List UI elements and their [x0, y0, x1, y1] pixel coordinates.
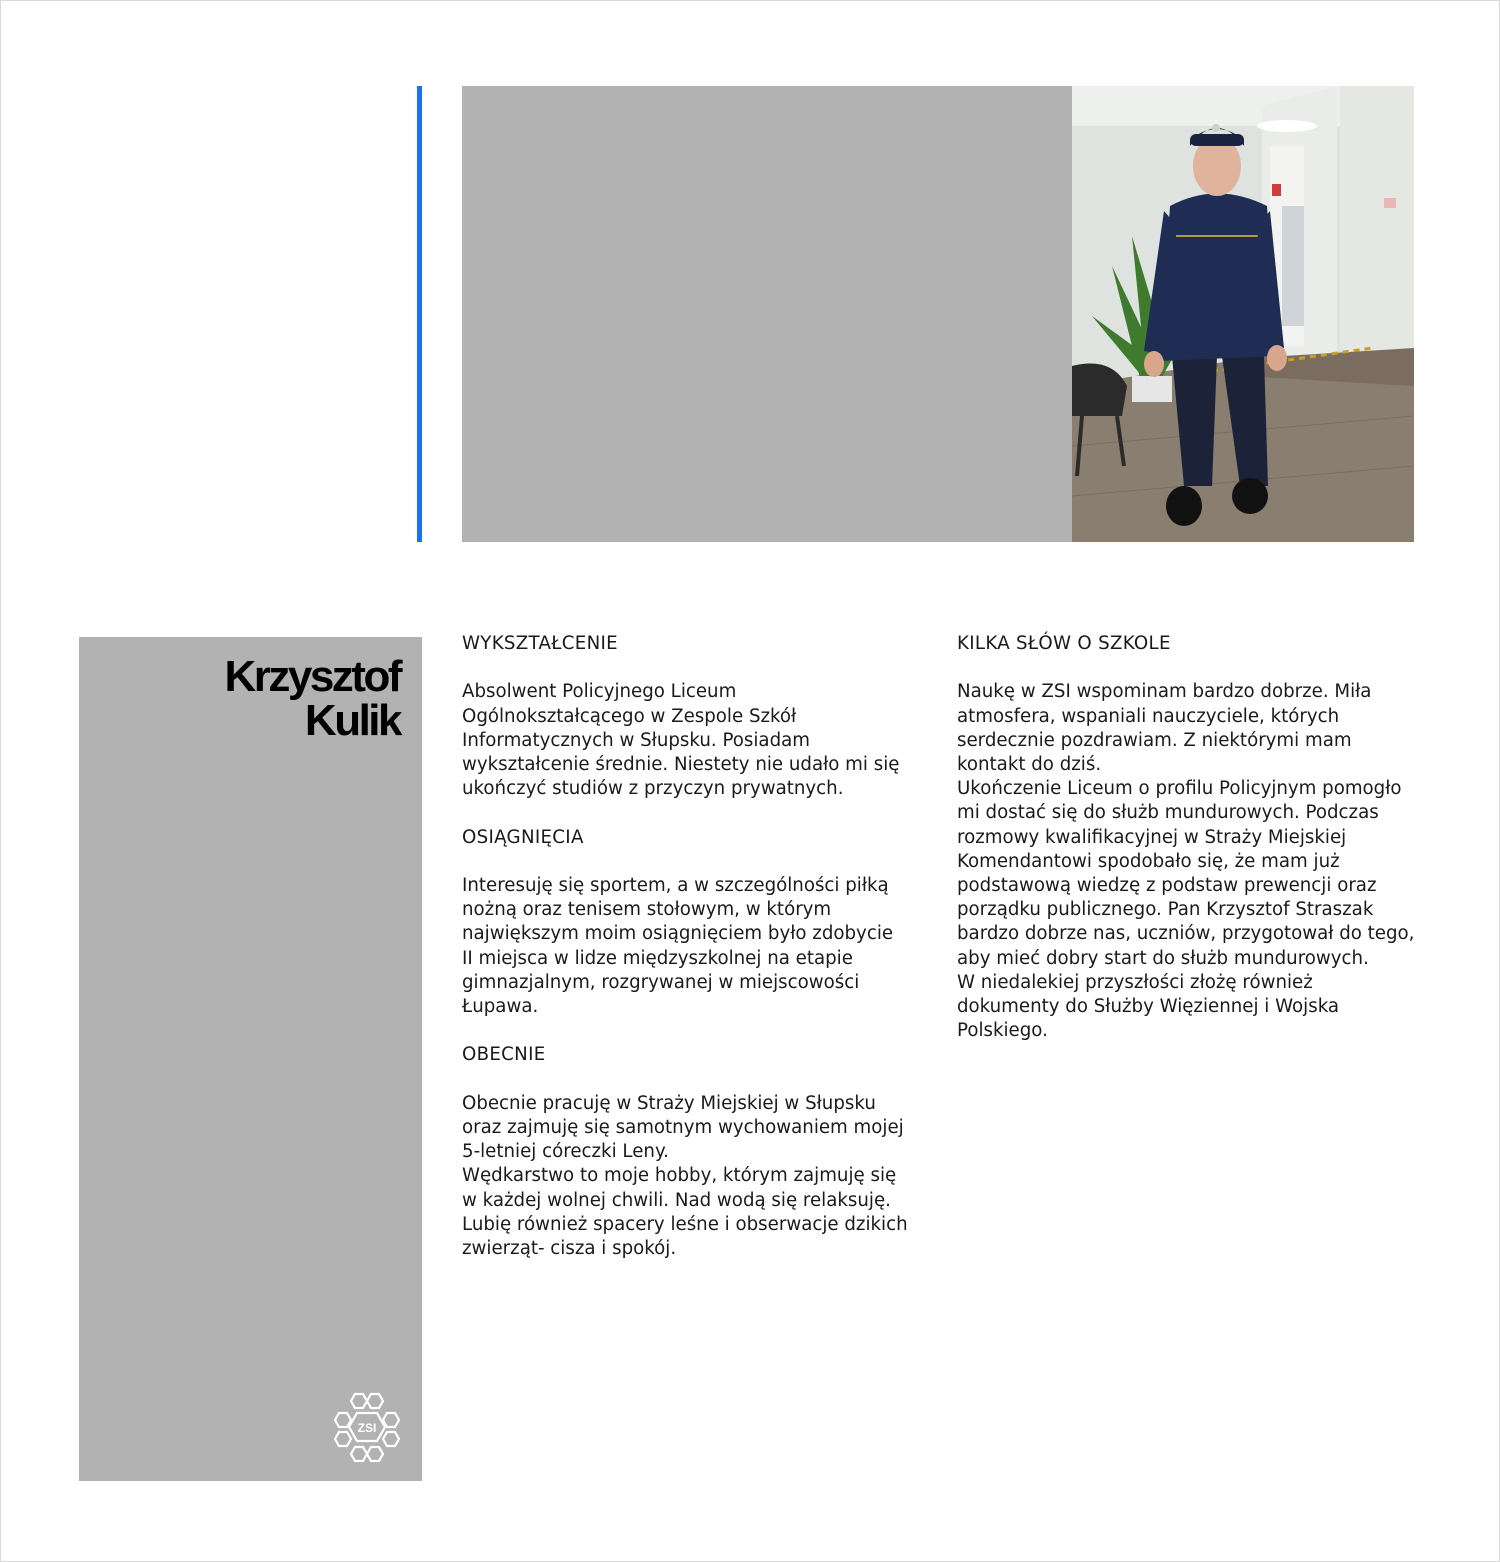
- portrait-photo: [1072, 86, 1414, 542]
- left-text-column: [462, 632, 922, 1285]
- hero-gray-block: [462, 86, 1072, 542]
- first-name: Krzysztof: [224, 652, 400, 701]
- accent-bar: [417, 86, 422, 542]
- section-body-education: Absolwent Policyjnego Liceum Ogólnokształcącego w Zespole Szkół Informatycznych w Słupsku. Posiadam wykształcenie średnie. Niestety nie udało mi się ukończyć studiów z przyczyn prywatnych.: [462, 681, 900, 800]
- section-heading-education: WYKSZTAŁCENIE: [462, 633, 618, 654]
- right-text-column: [957, 632, 1427, 1068]
- section-heading-about-school: KILKA SŁÓW O SZKOLE: [957, 633, 1171, 654]
- section-body-about-school: Naukę w ZSI wspominam bardzo dobrze. Miła atmosfera, wspaniali nauczyciele, których serdecznie pozdrawiam. Z niektórymi mam kontakt do dziś. Ukończenie Liceum o profilu Policyjnym pomogło mi dostać się do służb mundurowych. Podczas rozmowy kwalifikacyjnej w Straży Miejskiej Komendantowi spodobało się, że mam już podstawową wiedzę z podstaw prewencji oraz porządku publicznego. Pan Krzysztof Straszak bardzo dobrze nas, uczniów, przygotował do tego, aby mieć dobry start do służb mundurowych. W niedalekiej przyszłości złożę również dokumenty do Służby Więziennej i Wojska Polskiego.: [957, 681, 1415, 1042]
- logo-text: ZSI: [357, 1421, 377, 1435]
- section-heading-currently: OBECNIE: [462, 1044, 546, 1066]
- person-name: [224, 652, 400, 745]
- section-body-currently: Obecnie pracuję w Straży Miejskiej w Słupsku oraz zajmuję się samotnym wychowaniem mojej 5-letniej córeczki Leny. Wędkarstwo to moje hobby, którym zajmuję się w każdej wolnej chwili. Nad wodą się relaksuję. Lubię również spacery leśne i obserwacje dzikich zwierząt- cisza i spokój.: [462, 1092, 908, 1259]
- last-name: Kulik: [304, 696, 400, 745]
- zsi-logo-icon: [331, 1391, 403, 1463]
- section-body-achievements: Interesuję się sportem, a w szczególności piłką nożną oraz tenisem stołowym, w którym największym moim osiągnięciem było zdobycie II miejsca w lidze międzyszkolnej na etapie gimnazjalnym, rozgrywanej w miejscowości Łupawa.: [462, 874, 894, 1017]
- name-side-panel: [79, 637, 422, 1481]
- section-heading-achievements: OSIĄGNIĘCIA: [462, 826, 584, 848]
